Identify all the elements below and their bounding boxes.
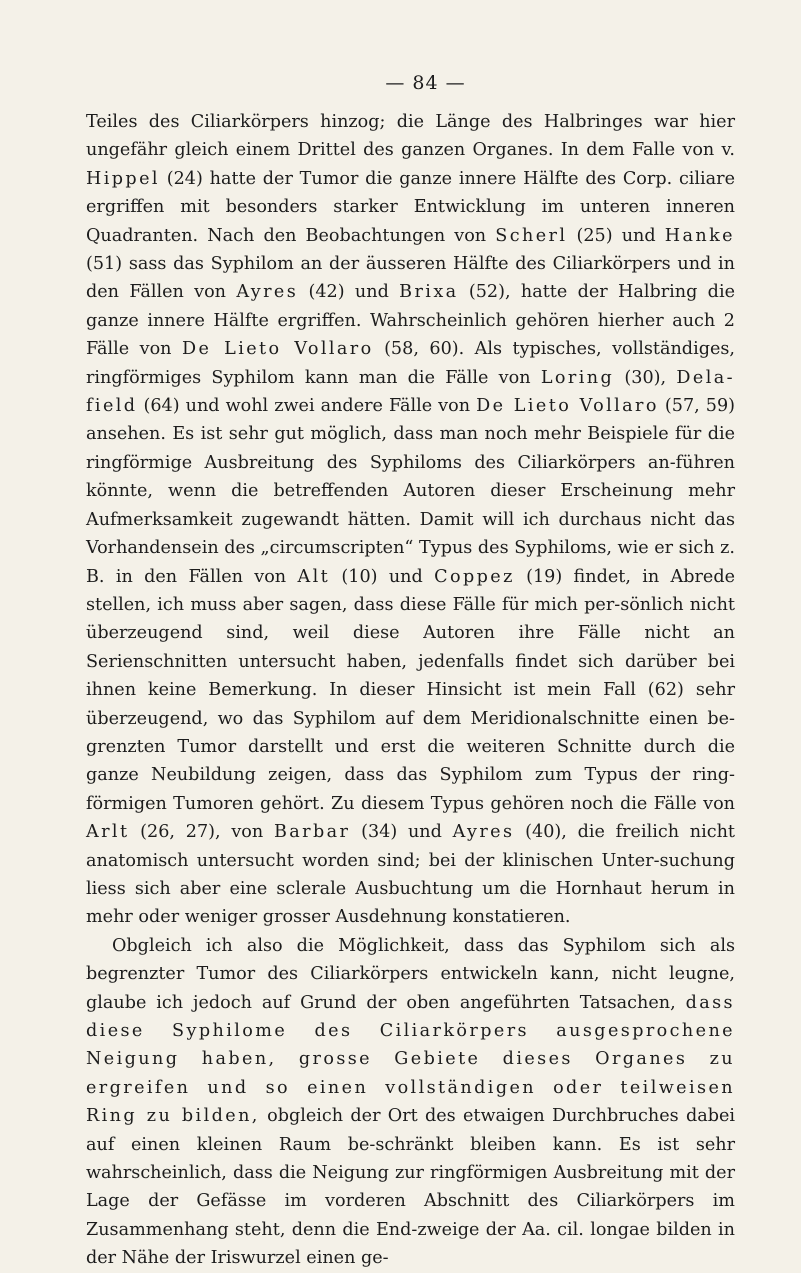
text-run: Obgleich ich also die Möglichkeit, dass das Syphilom sich als begrenzter Tumor des Ciliarkörpers entwickeln kann, nicht leugne, glaube ich jedoch auf Grund der oben angeführten Tatsachen, bbox=[86, 935, 735, 1013]
emphasized-text: Coppez bbox=[434, 566, 515, 587]
text-run: (30), bbox=[614, 367, 677, 388]
emphasized-text: Scherl bbox=[495, 225, 568, 246]
text-run: (51) sass das Syphilom an der äusseren Hälfte des Ciliarkörpers und in den Fällen von bbox=[86, 254, 735, 303]
emphasized-text: Hanke bbox=[664, 225, 735, 246]
text-run: (26, 27), von bbox=[129, 822, 274, 843]
text-run: (58, 60). Als typisches, vollständiges, ringförmiges Syphilom kann man die Fälle von bbox=[86, 339, 735, 388]
emphasized-text: Ayres bbox=[236, 282, 299, 303]
paragraph-2 bbox=[86, 932, 735, 1273]
page-number: — 84 — bbox=[385, 72, 466, 94]
text-run: (52), hatte der Halbring die ganze innere Hälfte ergriffen. Wahrscheinlich gehören hierher auch 2 Fälle von bbox=[86, 282, 735, 360]
emphasized-text: Hippel bbox=[86, 168, 160, 189]
text-run: (24) hatte der Tumor die ganze innere Hälfte des Corp. ciliare ergriffen mit besonders starker Entwicklung im unteren inneren Quadranten. Nach den Beobachtungen von bbox=[86, 168, 735, 246]
emphasized-text: dass diese Syphilome des Ciliarkörpers ausgesprochene Neigung haben, grosse Gebiete dieses Organes zu ergreifen und so einen vollständigen oder teilweisen Ring zu bilden, bbox=[86, 992, 735, 1127]
emphasized-text: Loring bbox=[540, 367, 615, 388]
text-run: Teiles des Ciliarkörpers hinzog; die Länge des Halbringes war hier ungefähr gleich einem Drittel des ganzen Organes. In dem Falle von v. bbox=[86, 112, 735, 161]
text-run: obgleich der Ort des etwaigen Durchbruches dabei auf einen kleinen Raum be-schränkt bleiben kann. Es ist sehr wahrscheinlich, dass die Neigung zur ringförmigen Ausbreitung mit der Lage der Gefässe im vorderen Abschnitt des Ciliarkörpers im Zusammenhang steht, denn die End-zweige der Aa. cil. longae bilden in der Nähe der Iriswurzel einen ge- bbox=[86, 1106, 736, 1269]
emphasized-text: Ayres bbox=[452, 822, 515, 843]
paragraph-1 bbox=[86, 108, 735, 932]
emphasized-text: De Lieto Vollaro bbox=[476, 396, 659, 417]
emphasized-text: Arlt bbox=[86, 822, 130, 843]
text-run: (57, 59) ansehen. Es ist sehr gut möglich, dass man noch mehr Beispiele für die ringförmige Ausbreitung des Syphiloms des Ciliarkörpers an-führen könnte, wenn die betreffenden Autoren dieser Erscheinung mehr Aufmerksamkeit zugewandt hätten. Damit will ich durchaus nicht das Vorhandensein des „circumscripten“ Typus des Syphiloms, wie er sich z. B. in den Fällen von bbox=[86, 396, 736, 587]
text-run: (10) und bbox=[330, 566, 435, 587]
text-run: (25) und bbox=[567, 225, 665, 246]
emphasized-text: Barbar bbox=[273, 822, 351, 843]
text-run: (19) findet, in Abrede stellen, ich muss aber sagen, dass diese Fälle für mich per-sönlich nicht überzeugend sind, weil diese Autoren ihre Fälle nicht an Serienschnitten untersucht haben, jedenfalls findet sich darüber bei ihnen keine Bemerkung. In dieser Hinsicht ist mein Fall (62) sehr überzeugend, wo das Syphilom auf dem Meridionalschnitte einen be-grenzten Tumor darstellt und erst die weiteren Schnitte durch die ganze Neubildung zeigen, dass das Syphilom zum Typus der ring-förmigen Tumoren gehört. Zu diesem Typus gehören noch die Fälle von bbox=[86, 566, 735, 814]
emphasized-text: Dela-field bbox=[86, 367, 735, 417]
text-run: (42) und bbox=[298, 282, 400, 303]
text-run: (34) und bbox=[350, 822, 453, 843]
text-run: (40), die freilich nicht anatomisch untersucht worden sind; bei der klinischen Unter-suchung liess sich aber eine sclerale Ausbuchtung um die Hornhaut herum in mehr oder weniger grosser Ausdehnung konstatieren. bbox=[86, 822, 735, 928]
emphasized-text: De Lieto Vollaro bbox=[181, 339, 374, 360]
text-run: (64) und wohl zwei andere Fälle von bbox=[137, 396, 477, 417]
emphasized-text: Brixa bbox=[399, 282, 459, 303]
emphasized-text: Alt bbox=[297, 566, 331, 587]
